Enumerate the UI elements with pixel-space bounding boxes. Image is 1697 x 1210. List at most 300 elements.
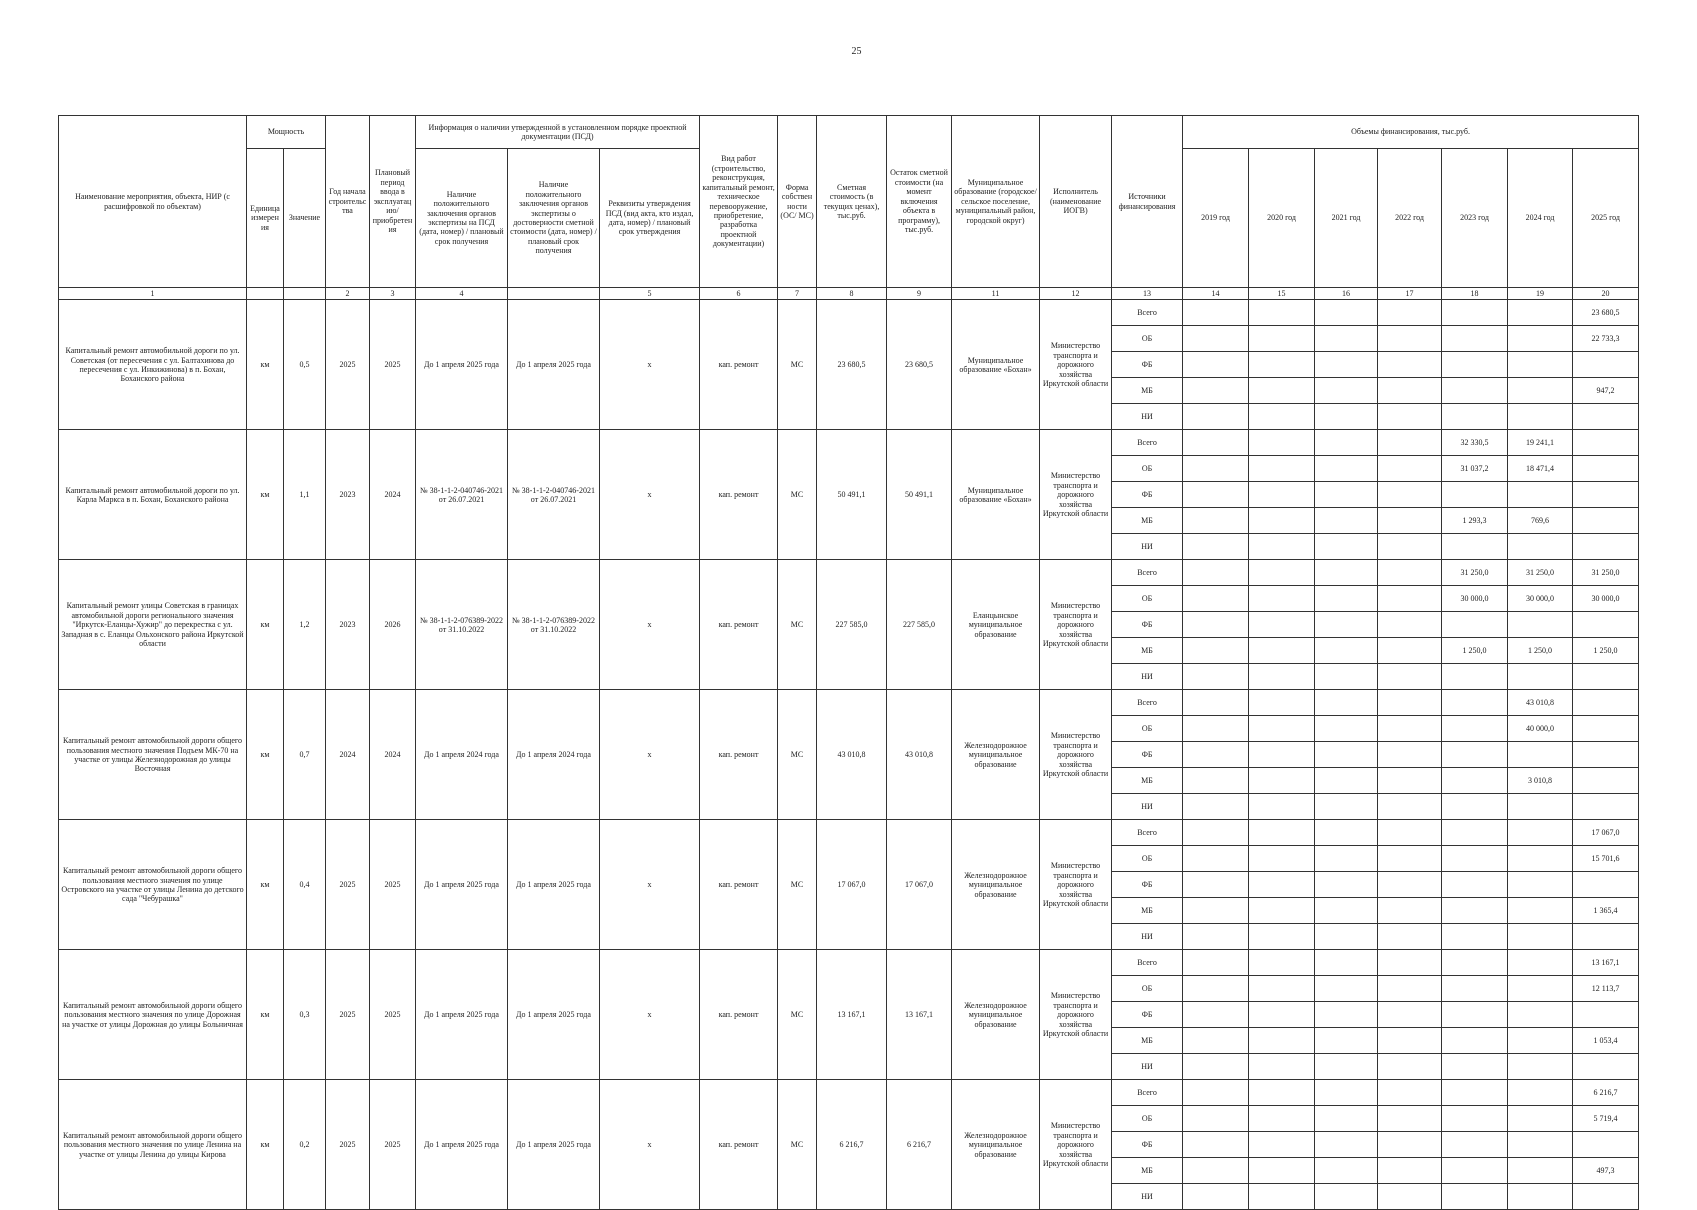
financing-amount <box>1249 950 1315 976</box>
financing-amount <box>1183 508 1249 534</box>
financing-amount <box>1183 664 1249 690</box>
financing-amount: 31 250,0 <box>1442 560 1508 586</box>
financing-amount <box>1315 404 1378 430</box>
financing-amount: 23 680,5 <box>1573 300 1639 326</box>
estimated-cost: 50 491,1 <box>817 430 887 560</box>
header-start-year: Год начала строительства <box>326 116 370 288</box>
financing-amount <box>1249 404 1315 430</box>
capacity-unit: км <box>247 300 284 430</box>
financing-amount <box>1249 352 1315 378</box>
financing-amount <box>1378 1158 1442 1184</box>
financing-amount: 30 000,0 <box>1508 586 1573 612</box>
work-type: кап. ремонт <box>700 560 778 690</box>
planned-period: 2026 <box>370 560 416 690</box>
financing-amount: 769,6 <box>1508 508 1573 534</box>
financing-amount <box>1183 1054 1249 1080</box>
planned-period: 2024 <box>370 430 416 560</box>
financing-amount <box>1508 872 1573 898</box>
column-number: 8 <box>817 288 887 300</box>
capacity-unit: км <box>247 430 284 560</box>
financing-amount <box>1378 1028 1442 1054</box>
financing-amount <box>1508 950 1573 976</box>
table-row <box>59 820 1639 846</box>
capacity-unit: км <box>247 820 284 950</box>
financing-amount <box>1249 846 1315 872</box>
financing-amount <box>1315 1028 1378 1054</box>
financing-amount <box>1183 456 1249 482</box>
remaining-cost: 13 167,1 <box>887 950 952 1080</box>
financing-amount <box>1442 1158 1508 1184</box>
financing-amount <box>1183 560 1249 586</box>
municipality: Железнодорожное муниципальное образование <box>952 950 1040 1080</box>
financing-amount <box>1315 742 1378 768</box>
psd-expertise: До 1 апреля 2025 года <box>416 820 508 950</box>
financing-amount <box>1573 404 1639 430</box>
financing-amount <box>1249 326 1315 352</box>
funding-source: ОБ <box>1112 1106 1183 1132</box>
financing-amount <box>1249 924 1315 950</box>
financing-amount <box>1249 1080 1315 1106</box>
header-year: 2024 год <box>1508 149 1573 288</box>
estimated-cost: 23 680,5 <box>817 300 887 430</box>
financing-amount <box>1249 456 1315 482</box>
financing-amount <box>1378 378 1442 404</box>
header-estimated-cost: Сметная стоимость (в текущих ценах), тыс.руб. <box>817 116 887 288</box>
municipality: Еланцынское муниципальное образование <box>952 560 1040 690</box>
capacity-unit: км <box>247 560 284 690</box>
financing-amount <box>1378 872 1442 898</box>
estimated-cost: 17 067,0 <box>817 820 887 950</box>
project-name: Капитальный ремонт автомобильной дороги по ул. Карла Маркса в п. Бохан, Боханского района <box>59 430 247 560</box>
financing-amount <box>1508 1002 1573 1028</box>
financing-amount <box>1573 664 1639 690</box>
financing-amount <box>1315 378 1378 404</box>
project-name: Капитальный ремонт автомобильной дороги общего пользования местного значения по улице Ленина на участке от улицы Ленина до улицы Кирова <box>59 1080 247 1210</box>
financing-amount <box>1183 1184 1249 1210</box>
column-number: 12 <box>1040 288 1112 300</box>
financing-amount <box>1378 1080 1442 1106</box>
work-type: кап. ремонт <box>700 1080 778 1210</box>
financing-amount <box>1508 404 1573 430</box>
financing-amount <box>1249 690 1315 716</box>
header-value: Значение <box>284 149 326 288</box>
page-number: 25 <box>851 46 862 57</box>
project-name: Капитальный ремонт автомобильной дороги общего пользования местного значения Подъем МК-70 на участке от улицы Железнодорожная до улицы Восточная <box>59 690 247 820</box>
planned-period: 2025 <box>370 1080 416 1210</box>
financing-amount <box>1378 742 1442 768</box>
capacity-value: 0,5 <box>284 300 326 430</box>
financing-amount <box>1378 326 1442 352</box>
header-remaining-cost: Остаток сметной стоимости (на момент включения объекта в программу), тыс.руб. <box>887 116 952 288</box>
ownership: МС <box>778 560 817 690</box>
financing-amount <box>1508 794 1573 820</box>
capacity-unit: км <box>247 690 284 820</box>
table-row <box>59 690 1639 716</box>
financing-amount <box>1249 976 1315 1002</box>
financing-amount <box>1183 326 1249 352</box>
financing-amount <box>1378 1002 1442 1028</box>
project-name: Капитальный ремонт автомобильной дороги общего пользования местного значения по улице Островского на участке от улицы Ленина до детского сада "Чебурашка" <box>59 820 247 950</box>
work-type: кап. ремонт <box>700 690 778 820</box>
financing-amount <box>1378 456 1442 482</box>
psd-expertise: До 1 апреля 2025 года <box>416 1080 508 1210</box>
funding-source: ФБ <box>1112 742 1183 768</box>
financing-amount <box>1442 716 1508 742</box>
funding-source: МБ <box>1112 508 1183 534</box>
financing-amount <box>1442 482 1508 508</box>
financing-amount <box>1183 482 1249 508</box>
municipality: Муниципальное образование «Бохан» <box>952 300 1040 430</box>
financing-amount <box>1378 430 1442 456</box>
psd-cost-expertise: № 38-1-1-2-076389-2022 от 31.10.2022 <box>508 560 600 690</box>
funding-source: ОБ <box>1112 586 1183 612</box>
financing-amount <box>1315 1054 1378 1080</box>
psd-cost-expertise: До 1 апреля 2024 года <box>508 690 600 820</box>
financing-amount: 31 250,0 <box>1573 560 1639 586</box>
column-number: 18 <box>1442 288 1508 300</box>
ownership: МС <box>778 1080 817 1210</box>
financing-amount <box>1249 300 1315 326</box>
financing-amount: 5 719,4 <box>1573 1106 1639 1132</box>
column-number <box>508 288 600 300</box>
financing-amount <box>1508 482 1573 508</box>
psd-expertise: № 38-1-1-2-040746-2021 от 26.07.2021 <box>416 430 508 560</box>
column-number: 14 <box>1183 288 1249 300</box>
financing-amount <box>1508 1054 1573 1080</box>
funding-source: ФБ <box>1112 482 1183 508</box>
financing-amount <box>1442 404 1508 430</box>
financing-amount: 1 250,0 <box>1508 638 1573 664</box>
header-year: 2022 год <box>1378 149 1442 288</box>
table-row <box>59 560 1639 586</box>
financing-amount: 19 241,1 <box>1508 430 1573 456</box>
financing-amount <box>1508 664 1573 690</box>
remaining-cost: 50 491,1 <box>887 430 952 560</box>
financing-amount <box>1508 898 1573 924</box>
financing-amount <box>1249 820 1315 846</box>
financing-amount <box>1573 794 1639 820</box>
column-numbers-row <box>59 288 1639 300</box>
financing-amount <box>1183 612 1249 638</box>
financing-amount <box>1378 976 1442 1002</box>
financing-amount <box>1573 1002 1639 1028</box>
financing-amount: 32 330,5 <box>1442 430 1508 456</box>
financing-amount <box>1183 768 1249 794</box>
financing-amount <box>1378 1054 1442 1080</box>
funding-source: МБ <box>1112 1028 1183 1054</box>
financing-amount: 17 067,0 <box>1573 820 1639 846</box>
financing-amount <box>1249 560 1315 586</box>
financing-amount <box>1249 664 1315 690</box>
financing-amount <box>1378 1184 1442 1210</box>
financing-amount <box>1378 638 1442 664</box>
header-sources: Источники финансирования <box>1112 116 1183 288</box>
capacity-value: 0,2 <box>284 1080 326 1210</box>
financing-amount <box>1378 716 1442 742</box>
financing-amount <box>1315 1184 1378 1210</box>
financing-amount <box>1508 300 1573 326</box>
financing-amount <box>1315 1080 1378 1106</box>
funding-source: НИ <box>1112 534 1183 560</box>
financing-amount <box>1249 430 1315 456</box>
financing-amount <box>1183 430 1249 456</box>
funding-source: Всего <box>1112 820 1183 846</box>
financing-amount <box>1249 612 1315 638</box>
start-year: 2025 <box>326 820 370 950</box>
column-number: 7 <box>778 288 817 300</box>
psd-requisites: х <box>600 950 700 1080</box>
funding-source: НИ <box>1112 1184 1183 1210</box>
financing-amount <box>1442 976 1508 1002</box>
funding-source: МБ <box>1112 768 1183 794</box>
financing-amount <box>1315 560 1378 586</box>
financing-amount <box>1508 1080 1573 1106</box>
financing-amount <box>1442 378 1508 404</box>
financing-amount <box>1442 794 1508 820</box>
header-year: 2019 год <box>1183 149 1249 288</box>
column-number: 13 <box>1112 288 1183 300</box>
funding-source: ФБ <box>1112 872 1183 898</box>
financing-amount <box>1315 846 1378 872</box>
financing-amount <box>1442 1054 1508 1080</box>
financing-amount <box>1508 1158 1573 1184</box>
financing-amount <box>1573 508 1639 534</box>
header-executor: Исполнитель (наименование ИОГВ) <box>1040 116 1112 288</box>
capacity-value: 0,4 <box>284 820 326 950</box>
financing-amount <box>1573 924 1639 950</box>
financing-amount <box>1508 742 1573 768</box>
financing-amount <box>1442 612 1508 638</box>
funding-source: Всего <box>1112 950 1183 976</box>
remaining-cost: 17 067,0 <box>887 820 952 950</box>
financing-amount: 12 113,7 <box>1573 976 1639 1002</box>
financing-amount <box>1183 846 1249 872</box>
financing-amount <box>1249 1002 1315 1028</box>
financing-amount <box>1249 378 1315 404</box>
financing-amount <box>1573 1054 1639 1080</box>
funding-source: ОБ <box>1112 326 1183 352</box>
funding-source: Всего <box>1112 1080 1183 1106</box>
psd-cost-expertise: До 1 апреля 2025 года <box>508 820 600 950</box>
header-psd-requisites: Реквизиты утверждения ПСД (вид акта, кто издал, дата, номер) / плановый срок утверждения <box>600 149 700 288</box>
financing-amount <box>1442 898 1508 924</box>
financing-amount <box>1183 950 1249 976</box>
financing-amount <box>1378 794 1442 820</box>
financing-amount <box>1573 1184 1639 1210</box>
financing-amount <box>1249 794 1315 820</box>
financing-amount <box>1183 1132 1249 1158</box>
psd-expertise: № 38-1-1-2-076389-2022 от 31.10.2022 <box>416 560 508 690</box>
financing-amount <box>1183 872 1249 898</box>
header-municipality: Муниципальное образование (городское/сельское поселение, муниципальный район, городской округ) <box>952 116 1040 288</box>
financing-amount: 31 037,2 <box>1442 456 1508 482</box>
header-year: 2020 год <box>1249 149 1315 288</box>
header-unit: Единица измерения <box>247 149 284 288</box>
financing-amount <box>1315 1132 1378 1158</box>
financing-amount <box>1378 534 1442 560</box>
column-number: 5 <box>600 288 700 300</box>
financing-amount <box>1508 612 1573 638</box>
header-ownership: Форма собственности (ОС/ МС) <box>778 116 817 288</box>
financing-amount <box>1378 924 1442 950</box>
financing-amount <box>1378 612 1442 638</box>
psd-requisites: х <box>600 820 700 950</box>
funding-source: Всего <box>1112 690 1183 716</box>
column-number: 1 <box>59 288 247 300</box>
financing-amount <box>1378 1106 1442 1132</box>
financing-amount <box>1249 508 1315 534</box>
financing-amount <box>1573 534 1639 560</box>
financing-amount <box>1442 924 1508 950</box>
funding-source: МБ <box>1112 638 1183 664</box>
funding-source: ОБ <box>1112 456 1183 482</box>
funding-source: МБ <box>1112 378 1183 404</box>
financing-amount <box>1442 1132 1508 1158</box>
column-number: 19 <box>1508 288 1573 300</box>
psd-expertise: До 1 апреля 2024 года <box>416 690 508 820</box>
financing-amount <box>1183 690 1249 716</box>
project-name: Капитальный ремонт улицы Советская в границах автомобильной дороги регионального значения "Иркутск-Еланцы-Хужир" до перекрестка с ул. Западная в с. Еланцы Ольхонского района Иркутской области <box>59 560 247 690</box>
financing-amount: 947,2 <box>1573 378 1639 404</box>
municipality: Железнодорожное муниципальное образование <box>952 820 1040 950</box>
financing-amount <box>1315 794 1378 820</box>
financing-amount <box>1378 846 1442 872</box>
financing-amount <box>1315 1106 1378 1132</box>
financing-amount <box>1508 1028 1573 1054</box>
remaining-cost: 6 216,7 <box>887 1080 952 1210</box>
funding-source: Всего <box>1112 560 1183 586</box>
financing-amount <box>1249 872 1315 898</box>
financing-amount <box>1573 716 1639 742</box>
planned-period: 2025 <box>370 950 416 1080</box>
header-financing: Объемы финансирования, тыс.руб. <box>1183 116 1639 149</box>
financing-amount <box>1378 950 1442 976</box>
financing-amount <box>1378 690 1442 716</box>
ownership: МС <box>778 690 817 820</box>
financing-amount <box>1378 352 1442 378</box>
financing-amount <box>1508 326 1573 352</box>
financing-amount <box>1183 924 1249 950</box>
funding-source: МБ <box>1112 1158 1183 1184</box>
municipality: Железнодорожное муниципальное образование <box>952 690 1040 820</box>
financing-amount <box>1378 404 1442 430</box>
financing-amount <box>1442 534 1508 560</box>
estimated-cost: 6 216,7 <box>817 1080 887 1210</box>
financing-amount <box>1249 1028 1315 1054</box>
psd-cost-expertise: № 38-1-1-2-040746-2021 от 26.07.2021 <box>508 430 600 560</box>
funding-source: Всего <box>1112 300 1183 326</box>
funding-source: ОБ <box>1112 846 1183 872</box>
financing-amount <box>1442 768 1508 794</box>
financing-amount <box>1183 404 1249 430</box>
executor: Министерство транспорта и дорожного хозяйства Иркутской области <box>1040 1080 1112 1210</box>
funding-source: НИ <box>1112 924 1183 950</box>
financing-amount <box>1183 742 1249 768</box>
funding-source: ФБ <box>1112 1002 1183 1028</box>
capacity-unit: км <box>247 1080 284 1210</box>
funding-source: НИ <box>1112 794 1183 820</box>
financing-amount <box>1573 482 1639 508</box>
project-name: Капитальный ремонт автомобильной дороги по ул. Советская (от пересечения с ул. Балтахинова до пересечения с ул. Инкижинова) в п. Бохан, Боханского района <box>59 300 247 430</box>
financing-amount: 1 365,4 <box>1573 898 1639 924</box>
financing-amount <box>1315 352 1378 378</box>
work-type: кап. ремонт <box>700 820 778 950</box>
financing-amount <box>1573 612 1639 638</box>
funding-source: НИ <box>1112 1054 1183 1080</box>
financing-amount <box>1183 300 1249 326</box>
psd-requisites: х <box>600 560 700 690</box>
financing-amount <box>1442 1028 1508 1054</box>
planned-period: 2025 <box>370 820 416 950</box>
start-year: 2025 <box>326 1080 370 1210</box>
financing-amount <box>1315 768 1378 794</box>
executor: Министерство транспорта и дорожного хозяйства Иркутской области <box>1040 300 1112 430</box>
psd-cost-expertise: До 1 апреля 2025 года <box>508 300 600 430</box>
column-number: 2 <box>326 288 370 300</box>
financing-amount <box>1183 716 1249 742</box>
remaining-cost: 227 585,0 <box>887 560 952 690</box>
financing-amount <box>1508 820 1573 846</box>
header-psd-expertise: Наличие положительного заключения органов экспертизы на ПСД (дата, номер) / плановый срок получения <box>416 149 508 288</box>
header-psd-info: Информация о наличии утвержденной в установленном порядке проектной документации (ПСД) <box>416 116 700 149</box>
column-number: 3 <box>370 288 416 300</box>
financing-amount <box>1249 534 1315 560</box>
financing-amount <box>1573 1132 1639 1158</box>
financing-amount <box>1315 586 1378 612</box>
planned-period: 2025 <box>370 300 416 430</box>
capacity-value: 0,3 <box>284 950 326 1080</box>
financing-amount <box>1249 1106 1315 1132</box>
financing-amount <box>1442 690 1508 716</box>
financing-amount <box>1249 1132 1315 1158</box>
financing-amount <box>1378 664 1442 690</box>
table-row <box>59 1080 1639 1106</box>
table-row <box>59 950 1639 976</box>
financing-amount <box>1183 1158 1249 1184</box>
work-type: кап. ремонт <box>700 300 778 430</box>
financing-amount <box>1378 898 1442 924</box>
financing-amount <box>1249 716 1315 742</box>
funding-source: Всего <box>1112 430 1183 456</box>
start-year: 2023 <box>326 430 370 560</box>
financing-amount: 18 471,4 <box>1508 456 1573 482</box>
financing-amount <box>1442 1002 1508 1028</box>
financing-amount <box>1315 950 1378 976</box>
financing-amount <box>1315 898 1378 924</box>
psd-requisites: х <box>600 430 700 560</box>
financing-amount <box>1573 872 1639 898</box>
financing-amount <box>1315 300 1378 326</box>
financing-amount <box>1249 1054 1315 1080</box>
financing-amount <box>1442 300 1508 326</box>
financing-amount: 30 000,0 <box>1442 586 1508 612</box>
financing-amount <box>1378 300 1442 326</box>
header-planned-period: Плановый период ввода в эксплуатацию/приобретения <box>370 116 416 288</box>
capacity-unit: км <box>247 950 284 1080</box>
financing-table <box>58 115 1639 1210</box>
funding-source: МБ <box>1112 898 1183 924</box>
column-number <box>284 288 326 300</box>
psd-cost-expertise: До 1 апреля 2025 года <box>508 1080 600 1210</box>
financing-amount <box>1249 768 1315 794</box>
executor: Министерство транспорта и дорожного хозяйства Иркутской области <box>1040 690 1112 820</box>
funding-source: ОБ <box>1112 976 1183 1002</box>
municipality: Муниципальное образование «Бохан» <box>952 430 1040 560</box>
header-capacity: Мощность <box>247 116 326 149</box>
financing-amount <box>1183 976 1249 1002</box>
financing-amount <box>1442 326 1508 352</box>
financing-amount <box>1378 508 1442 534</box>
